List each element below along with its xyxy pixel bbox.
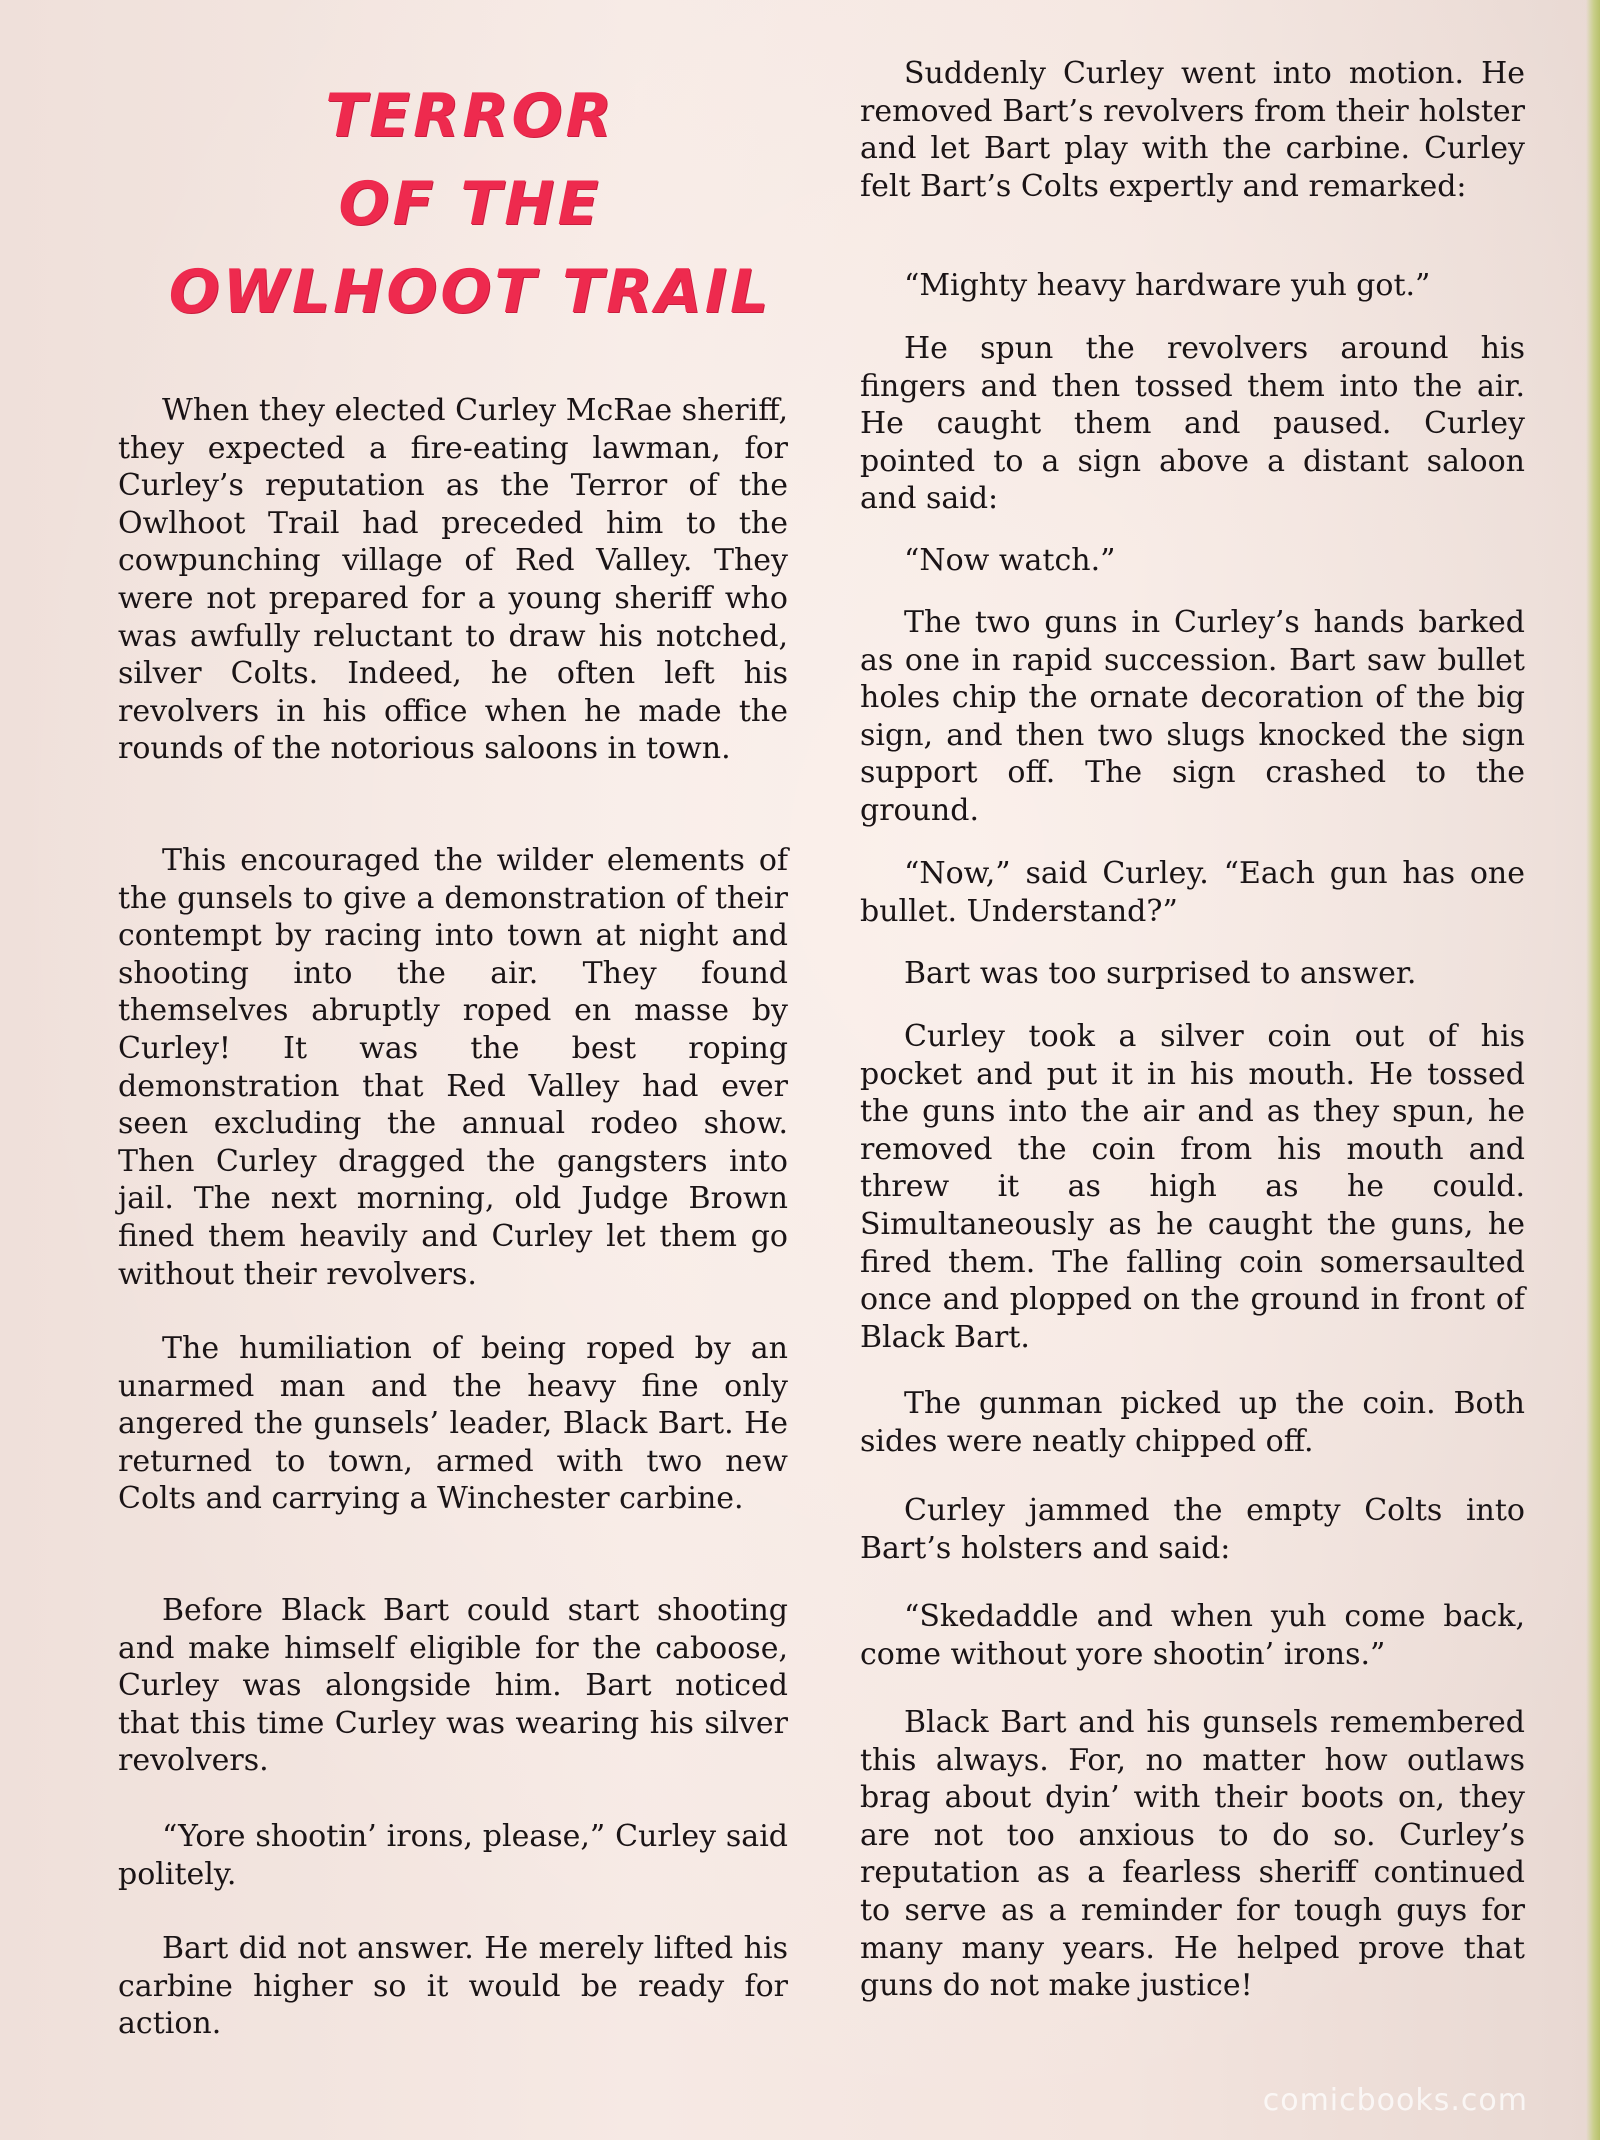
paragraph: Curley took a silver coin out of his pocket and put it in his mouth. He tossed the guns into the air and as they spun, he removed the coin from his mouth and threw it as high as he could. Simultaneously as he caught the guns, he fired them. The falling coin somersaulted once and plopped on the ground in front of Black Bart. (860, 1019, 1525, 1355)
paragraph: Before Black Bart could start shooting and make himself eligible for the caboose, Curley was alongside him. Bart noticed that this time Curley was wearing his silver revolvers. (118, 1593, 788, 1779)
paragraph: “Yore shootin’ irons, please,” Curley said politely. (118, 1819, 788, 1892)
paragraph: Black Bart and his gunsels remembered this always. For, no matter how outlaws brag about dyin’ with their boots on, they are not too anxious to do so. Curley’s reputation as a fearless sheriff continued to serve as a reminder for tough guys for many many years. He helped prove that guns do not make justice! (860, 1705, 1525, 2004)
page-edge (1586, 0, 1600, 2140)
paragraph: The two guns in Curley’s hands barked as one in rapid succession. Bart saw bullet holes chip the ornate decoration of the big sign, and then two slugs knocked the sign support off. The sign crashed to the ground. (860, 605, 1525, 828)
paragraph: Curley jammed the empty Colts into Bart’s holsters and said: (860, 1493, 1525, 1566)
paragraph: “Mighty heavy hardware yuh got.” (904, 268, 1431, 303)
paragraph: He spun the revolvers around his fingers and then tossed them into the air. He caught them and paused. Curley pointed to a sign above a distant saloon and said: (860, 331, 1525, 517)
paragraph: Bart did not answer. He merely lifted his carbine higher so it would be ready for action. (118, 1931, 788, 2042)
story-title (150, 72, 790, 336)
paragraph: “Now,” said Curley. “Each gun has one bullet. Understand?” (860, 856, 1525, 929)
paragraph: This encouraged the wilder elements of the gunsels to give a demonstration of their contempt by racing into town at night and shooting into the air. They found themselves abruptly roped en masse by Curley! It was the best roping demonstration that Red Valley had ever seen excluding the annual rodeo show. Then Curley dragged the gangsters into jail. The next morning, old Judge Brown fined them heavily and Curley let them go without their revolvers. (118, 843, 788, 1292)
paragraph: “Skedaddle and when yuh come back, come without yore shootin’ irons.” (860, 1599, 1525, 1672)
title-line-1: TERROR (325, 81, 615, 151)
paragraph: The humiliation of being roped by an unarmed man and the heavy fine only angered the gunsels’ leader, Black Bart. He returned to town, armed with two new Colts and carrying a Winchester carbine. (118, 1331, 788, 1517)
title-line-3: OWLHOOT TRAIL (168, 257, 772, 327)
paragraph: When they elected Curley McRae sheriff, they expected a fire-eating lawman, for Curley’s reputation as the Terror of the Owlhoot Trail had preceded him to the cowpunching village of Red Valley. They were not prepared for a young sheriff who was awfully reluctant to draw his notched, silver Colts. Indeed, he often left his revolvers in his office when he made the rounds of the notorious saloons in town. (118, 393, 788, 767)
title-line-2: OF THE (338, 169, 602, 239)
paragraph: Suddenly Curley went into motion. He removed Bart’s revolvers from their holster and let Bart play with the carbine. Curley felt Bart’s Colts expertly and remarked: (860, 56, 1525, 204)
paragraph: The gunman picked up the coin. Both sides were neatly chipped off. (860, 1386, 1525, 1459)
paragraph: “Now watch.” (904, 543, 1116, 578)
watermark: comicbooks.com (1262, 2083, 1528, 2118)
paragraph: Bart was too surprised to answer. (904, 956, 1417, 991)
